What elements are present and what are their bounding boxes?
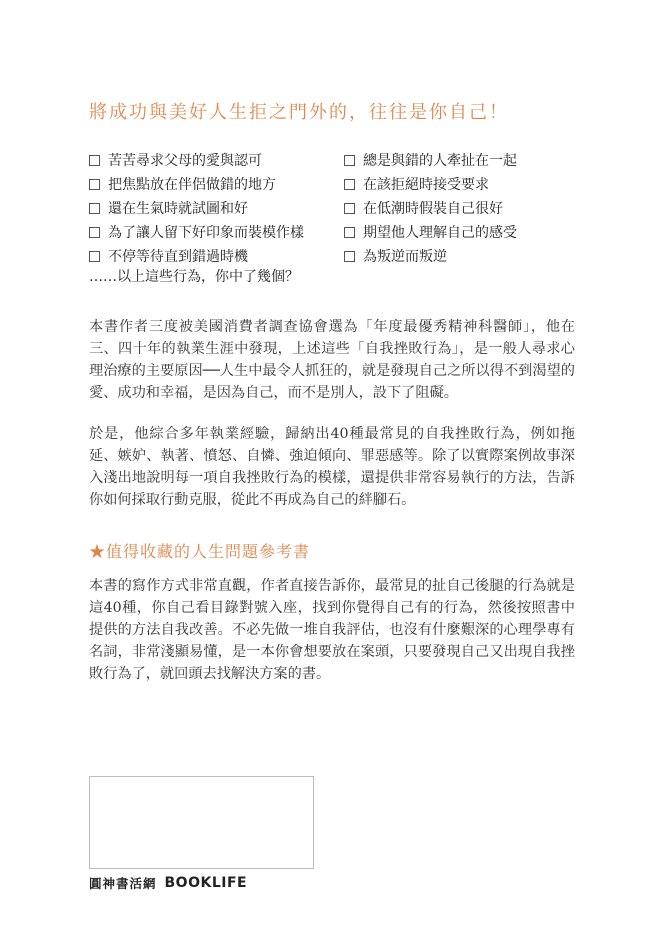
publisher-logo	[89, 874, 247, 892]
checkbox-icon[interactable]	[344, 251, 355, 262]
paragraph-intro: 本書作者三度被美國消費者調查協會選為「年度最優秀精神科醫師」，他在三、四十年的執業生涯中發現，上述這些「自我挫敗行為」，是一般人尋求心理治療的主要原因──人生中最令人抓狂的，就是發現自己之所以得不到渴望的愛、成功和幸福，是因為自己，而不是別人，設下了阻礙。	[89, 319, 575, 401]
barcode-placeholder	[89, 776, 314, 869]
checkbox-icon[interactable]	[344, 179, 355, 190]
publisher-name-chinese: 圓神書活網	[89, 876, 157, 891]
behavior-checklist	[89, 149, 569, 269]
checklist-item[interactable]	[89, 221, 304, 245]
checkbox-icon[interactable]	[344, 227, 355, 238]
checklist-item-label: 為了讓人留下好印象而裝模作樣	[108, 225, 304, 241]
checklist-item-label: 總是與錯的人牽扯在一起	[363, 153, 517, 169]
checklist-item[interactable]	[89, 149, 262, 173]
checklist-item[interactable]	[344, 173, 489, 197]
checkbox-icon[interactable]	[89, 227, 100, 238]
checklist-item[interactable]	[89, 173, 276, 197]
checklist-item-label: 苦苦尋求父母的愛與認可	[108, 153, 262, 169]
checklist-item-label: 還在生氣時就試圖和好	[108, 201, 248, 217]
checklist-item-label: 為叛逆而叛逆	[363, 249, 447, 265]
publisher-name-english: BOOKLIFE	[164, 875, 248, 891]
checklist-item-label: 在低潮時假裝自己很好	[363, 201, 503, 217]
headline: 將成功與美好人生拒之門外的，往往是你自己！	[89, 102, 509, 123]
checkbox-icon[interactable]	[89, 179, 100, 190]
summary-question: ……以上這些行為，你中了幾個？	[89, 269, 299, 285]
checklist-item[interactable]	[344, 149, 517, 173]
paragraph-reference: 本書的寫作方式非常直觀，作者直接告訴你，最常見的扯自己後腿的行為就是這40種，你自己看目錄對號入座，找到你覺得自己有的行為，然後按照書中提供的方法自我改善。不必先做一堆自我評估，也沒有什麼艱深的心理學專有名詞，非常淺顯易懂，是一本你會想要放在案頭，只要發現自己又出現自我挫敗行為了，就回頭去找解決方案的書。	[89, 578, 575, 682]
checklist-item-label: 在該拒絕時接受要求	[363, 177, 489, 193]
section-subhead: ★值得收藏的人生問題參考書	[89, 542, 311, 561]
checkbox-icon[interactable]	[89, 251, 100, 262]
checklist-item[interactable]	[344, 221, 517, 245]
checklist-item[interactable]	[344, 245, 447, 269]
checklist-item[interactable]	[344, 197, 503, 221]
checkbox-icon[interactable]	[344, 203, 355, 214]
checklist-item-label: 把焦點放在伴侶做錯的地方	[108, 177, 276, 193]
checkbox-icon[interactable]	[89, 155, 100, 166]
checklist-item[interactable]	[89, 197, 248, 221]
paragraph-method: 於是，他綜合多年執業經驗，歸納出40種最常見的自我挫敗行為，例如拖延、嫉妒、執著、憤怒、自憐、強迫傾向、罪惡感等。除了以實際案例故事深入淺出地說明每一項自我挫敗行為的模樣，還提供非常容易執行的方法，告訴你如何採取行動克服，從此不再成為自己的絆腳石。	[89, 426, 575, 508]
checklist-item-label: 不停等待直到錯過時機	[108, 249, 248, 265]
checklist-item-label: 期望他人理解自己的感受	[363, 225, 517, 241]
checkbox-icon[interactable]	[344, 155, 355, 166]
checkbox-icon[interactable]	[89, 203, 100, 214]
